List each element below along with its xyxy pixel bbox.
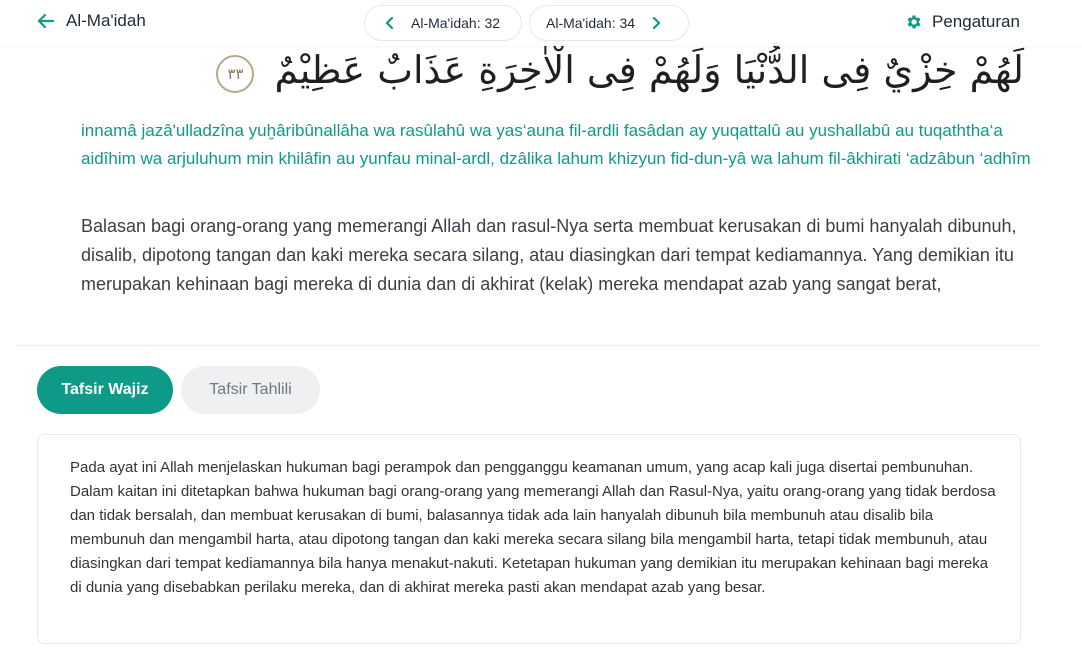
section-divider bbox=[16, 345, 1040, 346]
verse-transliteration: innamâ jazâ'ulladzîna yuḫâribûnallâha wa rasûlahû wa yas‘auna fil-ardli fasâdan ay yuqattalû au yushallabû au tuqaththa‘a aidîhim wa arjuluhum min khilâfin au yunfau minal-ardl, dzâlika lahum khizyun fid-dun-yâ wa lahum fil-âkhirati ‘adzâbun ‘adhîm bbox=[81, 121, 1031, 168]
verse-number-badge: ٣٣ bbox=[216, 55, 254, 93]
settings-label: Pengaturan bbox=[932, 12, 1020, 31]
verse-arabic-text bbox=[216, 40, 1024, 100]
verse-translation: Balasan bagi orang-orang yang memerangi Allah dan rasul-Nya serta membuat kerusakan di bumi hanyalah dibunuh, disalib, dipotong tangan dan kaki mereka secara silang, atau diasingkan dari tempat kediamannya. Yang demikian itu merupakan kehinaan bagi mereka di dunia dan di akhirat (kelak) mereka mendapat azab yang sangat berat, bbox=[81, 216, 1017, 294]
next-verse-button[interactable] bbox=[529, 5, 689, 41]
verse-arabic: لَهُمْ خِزْيٌ فِى الدُّنْيَا وَلَهُمْ فِى الْاٰخِرَةِ عَذَابٌ عَظِيْمٌ bbox=[274, 48, 1024, 92]
previous-verse-label: Al-Ma'idah: 32 bbox=[411, 15, 501, 31]
back-button[interactable] bbox=[36, 11, 146, 31]
arrow-left-icon bbox=[36, 11, 56, 31]
settings-button[interactable] bbox=[905, 12, 1020, 32]
previous-verse-button[interactable] bbox=[364, 5, 522, 41]
chevron-right-icon bbox=[649, 16, 663, 30]
tab-tafsir-wajiz[interactable]: Tafsir Wajiz bbox=[37, 366, 173, 414]
tab-tafsir-tahlili[interactable]: Tafsir Tahlili bbox=[181, 366, 320, 414]
tafsir-text: Pada ayat ini Allah menjelaskan hukuman bagi perampok dan pengganggu keamanan umum, yang acap kali juga disertai pembunuhan. Dalam kaitan ini ditetapkan bahwa hukuman bagi orang-orang yang memerangi Allah dan Rasul-Nya, yaitu orang-orang yang tidak berdosa dan tidak bersalah, dan membuat kerusakan di bumi, balasannya tidak ada lain hanyalah dibunuh bila membunuh atau disalib bila membunuh dan mengambil harta, atau dipotong tangan dan kaki mereka secara silang bila mengambil harta, tetapi tidak membunuh, atau diasingkan dari tempat kediamannya bila hanya menakut-nakuti. Ketetapan hukuman yang demikian itu merupakan kehinaan bagi mereka di dunia yang disebabkan perilaku mereka, dan di akhirat mereka pasti akan mendapat azab yang besar. bbox=[70, 459, 996, 596]
gear-icon bbox=[905, 13, 923, 31]
tafsir-panel bbox=[37, 434, 1021, 644]
back-label: Al-Ma'idah bbox=[66, 11, 146, 30]
top-navigation-bar bbox=[0, 0, 1082, 46]
next-verse-label: Al-Ma'idah: 34 bbox=[546, 15, 636, 31]
chevron-left-icon bbox=[383, 16, 397, 30]
